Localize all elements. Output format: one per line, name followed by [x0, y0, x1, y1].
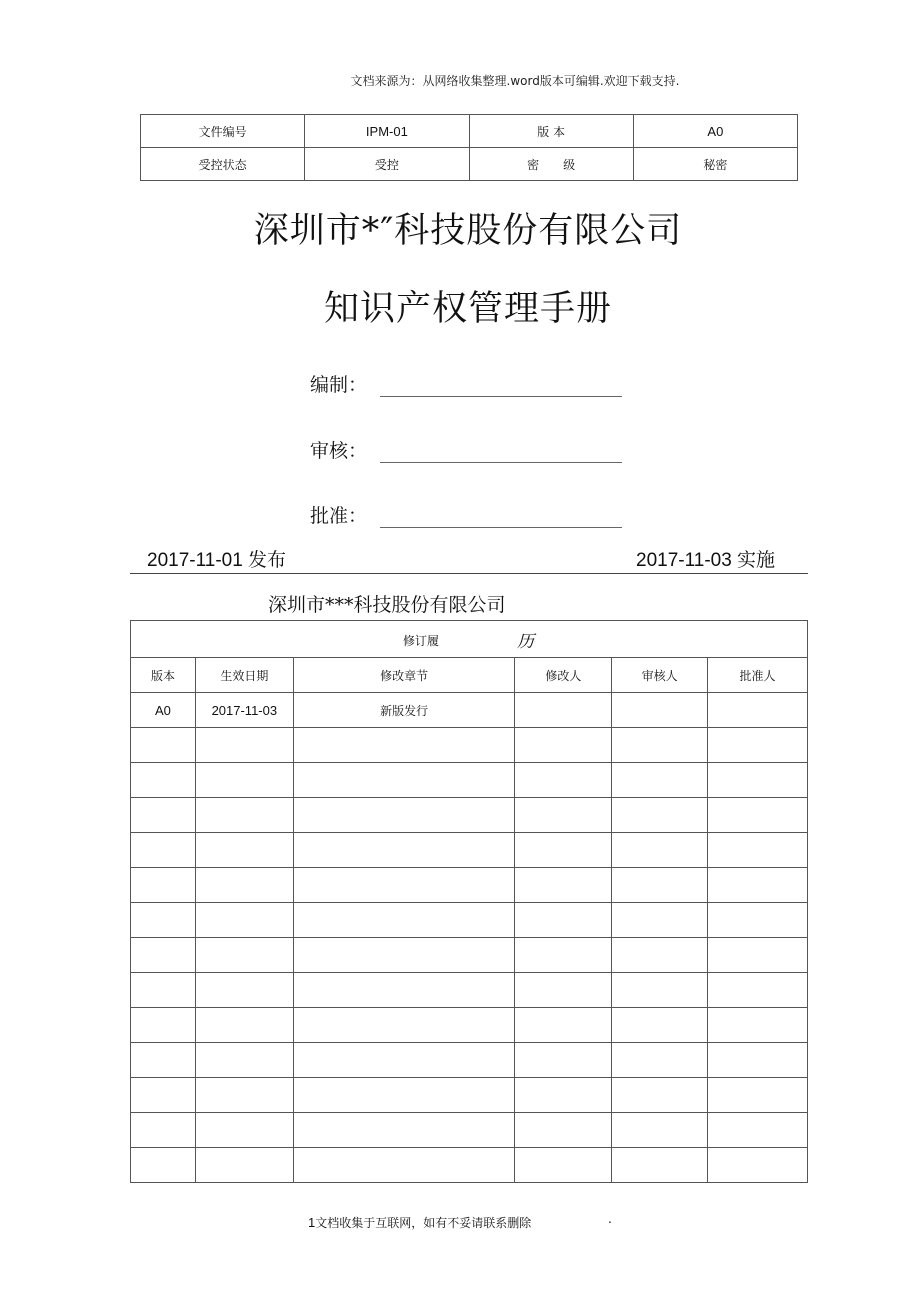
review-signature-line: [380, 462, 622, 463]
control-row: [141, 148, 798, 181]
revision-cell: [195, 833, 293, 868]
revision-cell: [195, 1148, 293, 1183]
revision-cell: [293, 938, 515, 973]
revision-cell: [708, 728, 808, 763]
secrecy-label: 密 级: [469, 148, 633, 181]
revision-caption: [131, 621, 808, 658]
revision-cell: [131, 868, 196, 903]
revision-row: [131, 833, 808, 868]
revision-cell: [612, 903, 708, 938]
revision-cell: [515, 938, 612, 973]
revision-row: [131, 693, 808, 728]
revision-cell: [293, 1008, 515, 1043]
revision-cell: [612, 868, 708, 903]
revision-body: [131, 693, 808, 1183]
revision-row: [131, 973, 808, 1008]
revision-cell: [515, 973, 612, 1008]
revision-cell: [708, 1148, 808, 1183]
revision-cell: [293, 763, 515, 798]
revision-cell: [708, 798, 808, 833]
revision-cell: [612, 798, 708, 833]
revision-cell: [612, 1113, 708, 1148]
company-name: 深圳市***科技股份有限公司: [268, 594, 506, 616]
revision-row: [131, 903, 808, 938]
revision-caption-text-italic: 历: [517, 632, 534, 652]
revision-cell: [612, 693, 708, 728]
revision-cell: [131, 973, 196, 1008]
revision-cell: [612, 938, 708, 973]
control-status-value: 受控: [305, 148, 469, 181]
revision-cell: [293, 1148, 515, 1183]
revision-cell: [195, 1008, 293, 1043]
revision-cell: [131, 833, 196, 868]
approve-signature: [310, 501, 367, 528]
control-row: [141, 115, 798, 148]
revision-cell: [131, 903, 196, 938]
revision-cell: [195, 1043, 293, 1078]
revision-cell: [708, 903, 808, 938]
revision-header-cell: 批准人: [708, 658, 808, 693]
revision-cell: [293, 798, 515, 833]
revision-row: [131, 798, 808, 833]
doc-number-value: IPM-01: [305, 115, 469, 148]
revision-header-cell: 修改人: [515, 658, 612, 693]
revision-cell: [612, 763, 708, 798]
revision-cell: [612, 1008, 708, 1043]
company-title: 深圳市*″科技股份有限公司: [253, 211, 683, 251]
revision-cell: [293, 1078, 515, 1113]
revision-cell: [515, 728, 612, 763]
revision-cell: [708, 693, 808, 728]
revision-cell: [515, 1148, 612, 1183]
revision-cell: [131, 763, 196, 798]
revision-row: [131, 1078, 808, 1113]
revision-cell: [195, 938, 293, 973]
revision-cell: [708, 1008, 808, 1043]
revision-cell: [131, 728, 196, 763]
revision-cell: [195, 868, 293, 903]
revision-cell: [195, 798, 293, 833]
version-label: 版 本: [469, 115, 633, 148]
revision-header-cell: 生效日期: [195, 658, 293, 693]
review-label: 审核：: [310, 440, 368, 462]
revision-cell: [131, 798, 196, 833]
revision-history-table: [130, 620, 808, 1183]
approve-label: 批准：: [310, 505, 368, 527]
revision-cell: [195, 728, 293, 763]
page-number: 1: [308, 1215, 316, 1230]
revision-cell: 新版发行: [293, 693, 515, 728]
revision-cell: [612, 1148, 708, 1183]
revision-header-cell: 版本: [131, 658, 196, 693]
revision-header-cell: 修改章节: [293, 658, 515, 693]
revision-cell: [293, 868, 515, 903]
compile-signature: [310, 370, 367, 397]
revision-cell: [708, 763, 808, 798]
revision-header-cell: 审核人: [612, 658, 708, 693]
revision-cell: [195, 973, 293, 1008]
revision-row: [131, 1008, 808, 1043]
revision-cell: [515, 833, 612, 868]
revision-cell: [293, 903, 515, 938]
revision-cell: [131, 1078, 196, 1113]
document-control-table: [140, 114, 798, 181]
revision-cell: [195, 1113, 293, 1148]
revision-cell: [515, 1113, 612, 1148]
revision-cell: [131, 1113, 196, 1148]
revision-cell: [515, 903, 612, 938]
version-value: A0: [633, 115, 797, 148]
revision-cell: [612, 833, 708, 868]
revision-row: [131, 763, 808, 798]
revision-cell: [708, 973, 808, 1008]
compile-signature-line: [380, 396, 622, 397]
revision-cell: [708, 833, 808, 868]
revision-row: [131, 1148, 808, 1183]
approve-signature-line: [380, 527, 622, 528]
revision-cell: [708, 1078, 808, 1113]
revision-row: [131, 1043, 808, 1078]
revision-row: [131, 938, 808, 973]
revision-cell: [195, 1078, 293, 1113]
divider: [130, 573, 808, 574]
secrecy-value: 秘密: [633, 148, 797, 181]
revision-cell: [515, 1043, 612, 1078]
footer-text: 文档收集于互联网，如有不妥请联系删除: [315, 1216, 532, 1230]
revision-cell: [293, 1043, 515, 1078]
revision-cell: [131, 938, 196, 973]
control-status-label: 受控状态: [141, 148, 305, 181]
revision-row: [131, 1113, 808, 1148]
doc-number-label: 文件编号: [141, 115, 305, 148]
revision-caption-row: [131, 621, 808, 658]
revision-row: [131, 728, 808, 763]
revision-cell: [515, 1008, 612, 1043]
revision-header-row: [131, 658, 808, 693]
revision-cell: [515, 763, 612, 798]
revision-cell: [131, 1008, 196, 1043]
revision-cell: [515, 693, 612, 728]
revision-cell: [708, 1043, 808, 1078]
revision-cell: [515, 798, 612, 833]
publish-date: 2017-11-01 发布: [147, 550, 287, 571]
revision-cell: [131, 1043, 196, 1078]
revision-cell: [515, 1078, 612, 1113]
manual-title: 知识产权管理手册: [323, 289, 612, 329]
effective-date: 2017-11-03 实施: [636, 550, 776, 571]
revision-cell: [708, 938, 808, 973]
revision-cell: [612, 1078, 708, 1113]
revision-cell: [612, 728, 708, 763]
revision-cell: [293, 1113, 515, 1148]
revision-cell: [293, 833, 515, 868]
footer: [308, 1214, 531, 1231]
revision-cell: [612, 1043, 708, 1078]
footer-dot: .: [608, 1212, 612, 1226]
revision-cell: [515, 868, 612, 903]
revision-cell: [708, 1113, 808, 1148]
header-note: 文档来源为：从网络收集整理.word版本可编辑.欢迎下载支持.: [350, 74, 680, 88]
revision-cell: 2017-11-03: [195, 693, 293, 728]
revision-cell: [293, 973, 515, 1008]
revision-cell: [708, 868, 808, 903]
compile-label: 编制：: [310, 374, 368, 396]
revision-cell: [131, 1148, 196, 1183]
revision-cell: [195, 903, 293, 938]
revision-cell: [293, 728, 515, 763]
revision-cell: [195, 763, 293, 798]
review-signature: [310, 436, 367, 463]
revision-cell: [612, 973, 708, 1008]
revision-cell: A0: [131, 693, 196, 728]
revision-row: [131, 868, 808, 903]
revision-caption-text: 修订履: [403, 634, 440, 648]
